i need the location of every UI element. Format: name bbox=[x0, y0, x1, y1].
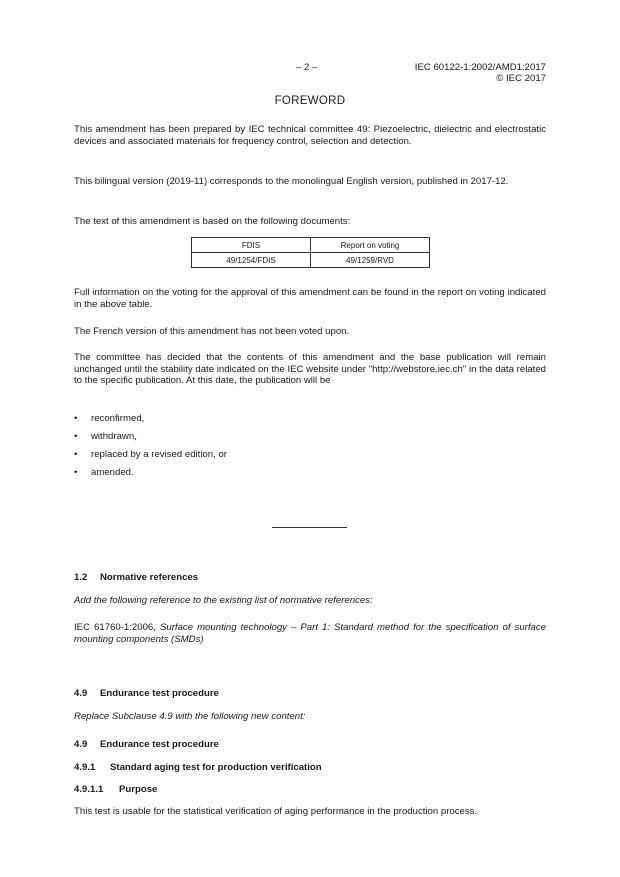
bullet-icon: • bbox=[74, 413, 78, 424]
foreword-paragraph-3: The text of this amendment is based on the following documents: bbox=[74, 216, 351, 227]
table-header-cell: FDIS bbox=[192, 238, 311, 253]
table-row bbox=[192, 253, 430, 268]
table-header-cell: Report on voting bbox=[311, 238, 430, 253]
table-cell: 49/1254/FDIS bbox=[192, 253, 311, 268]
normative-instruction: Add the following reference to the existing list of normative references: bbox=[74, 595, 373, 606]
heading-4-9-1: 4.9.1 Standard aging test for production verification bbox=[74, 762, 322, 773]
page-number: – 2 – bbox=[296, 62, 318, 73]
document-id: IEC 60122-1:2002/AMD1:2017 bbox=[414, 62, 546, 73]
foreword-paragraph-1: This amendment has been prepared by IEC technical committee 49: Piezoelectric, dielectric and electrostatic devices and associated materials for frequency control, selection and detection. bbox=[74, 124, 546, 147]
heading-4-9-amendment: 4.9 Endurance test procedure bbox=[74, 688, 219, 699]
foreword-paragraph-2: This bilingual version (2019-11) corresponds to the monolingual English version, published in 2017-12. bbox=[74, 176, 509, 187]
table-cell: 49/1259/RVD bbox=[311, 253, 430, 268]
documents-table bbox=[191, 237, 430, 268]
section-divider bbox=[272, 527, 347, 528]
foreword-title: FOREWORD bbox=[274, 95, 346, 107]
heading-1-2: 1.2 Normative references bbox=[74, 572, 199, 583]
bullet-icon: • bbox=[74, 449, 78, 460]
foreword-paragraph-6: The committee has decided that the contents of this amendment and the base publication will remain unchanged until the stability date indicated on the IEC website under "http://webstore.iec.ch" in the data related to the specific publication. At this date, the publication will be bbox=[74, 352, 546, 387]
heading-4-9-1-1: 4.9.1.1 Purpose bbox=[74, 784, 158, 795]
copyright-notice: © IEC 2017 bbox=[496, 73, 546, 84]
heading-4-9: 4.9 Endurance test procedure bbox=[74, 739, 219, 750]
table-header-row bbox=[192, 238, 430, 253]
bullet-icon: • bbox=[74, 467, 78, 478]
purpose-text: This test is usable for the statistical verification of aging performance in the production process. bbox=[74, 806, 478, 817]
foreword-paragraph-4: Full information on the voting for the approval of this amendment can be found in the report on voting indicated in the above table. bbox=[74, 287, 546, 310]
foreword-paragraph-5: The French version of this amendment has not been voted upon. bbox=[74, 326, 350, 337]
bullet-icon: • bbox=[74, 431, 78, 442]
replace-instruction: Replace Subclause 4.9 with the following new content: bbox=[74, 711, 306, 722]
normative-reference: IEC 61760-1:2006, Surface mounting technology – Part 1: Standard method for the specification of surface mounting components (SMDs) bbox=[74, 622, 547, 645]
